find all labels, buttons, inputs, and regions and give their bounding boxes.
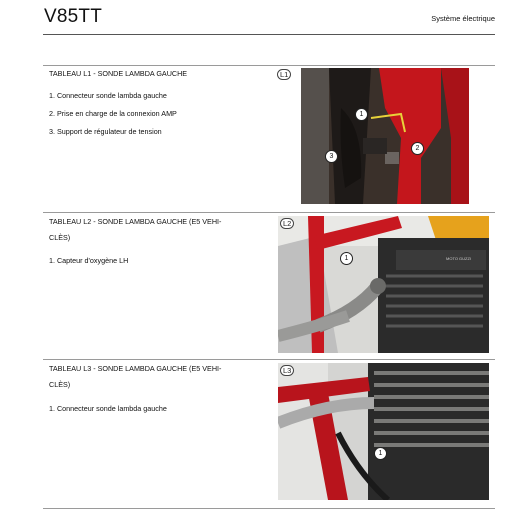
callout-2: 2 <box>411 142 424 155</box>
table-l1-items <box>49 91 177 145</box>
table-l3-items <box>49 404 167 422</box>
table-l2-items <box>49 256 128 274</box>
photo-l3 <box>278 363 489 500</box>
list-item: 1. Connecteur sonde lambda gauche <box>49 91 167 100</box>
header-rule <box>43 34 495 35</box>
table-l2-title-line2: CLÈS) <box>49 233 71 242</box>
photo-l1 <box>301 68 469 204</box>
section-name: Système électrique <box>431 14 495 23</box>
table-l2-title <box>49 214 259 246</box>
table-l3-rule <box>43 359 495 360</box>
table-l2-title-line1: TABLEAU L2 - SONDE LAMBDA GAUCHE (E5 VEHI- <box>49 217 222 226</box>
photo-l1-drawing <box>301 68 469 204</box>
table-l3-title <box>49 361 259 393</box>
photo-l3-label: L3 <box>280 365 294 376</box>
photo-l2 <box>278 216 489 353</box>
callout-1: 1 <box>340 252 353 265</box>
callout-3: 3 <box>325 150 338 163</box>
table-l1-title: TABLEAU L1 - SONDE LAMBDA GAUCHE <box>49 69 188 78</box>
list-item: 2. Prise en charge de la connexion AMP <box>49 109 177 118</box>
list-item: 1. Capteur d'oxygène LH <box>49 256 129 265</box>
list-item: 1. Connecteur sonde lambda gauche <box>49 404 167 413</box>
photo-l2-engine-logo: MOTO GUZZI <box>446 256 472 261</box>
photo-l1-label: L1 <box>277 69 291 80</box>
table-l3-title-line2: CLÈS) <box>49 380 71 389</box>
model-name: V85TT <box>44 6 103 27</box>
callout-1: 1 <box>374 447 387 460</box>
photo-l2-label: L2 <box>280 218 294 229</box>
footer-rule <box>43 508 495 509</box>
photo-l3-drawing <box>278 363 489 500</box>
photo-l2-drawing <box>278 216 489 353</box>
callout-1: 1 <box>355 108 368 121</box>
table-l3-title-line1: TABLEAU L3 - SONDE LAMBDA GAUCHE (E5 VEHI- <box>49 364 222 373</box>
list-item: 3. Support de régulateur de tension <box>49 127 162 136</box>
table-l2-rule <box>43 212 495 213</box>
